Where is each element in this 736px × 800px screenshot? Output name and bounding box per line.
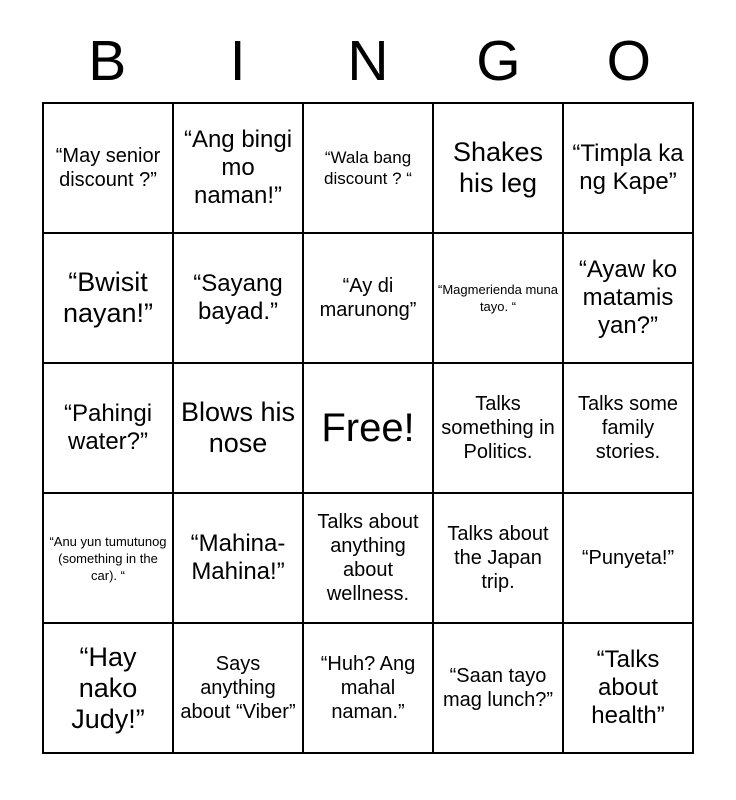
bingo-cell[interactable]: Shakes his leg bbox=[433, 103, 563, 233]
bingo-cell[interactable]: “Anu yun tumutunog (something in the car). “ bbox=[43, 493, 173, 623]
bingo-grid bbox=[42, 102, 694, 754]
bingo-row bbox=[43, 103, 693, 233]
bingo-cell[interactable]: “Huh? Ang mahal naman.” bbox=[303, 623, 433, 753]
bingo-row bbox=[43, 363, 693, 493]
bingo-row bbox=[43, 623, 693, 753]
bingo-row bbox=[43, 493, 693, 623]
bingo-cell[interactable]: “Ay di marunong” bbox=[303, 233, 433, 363]
bingo-cell[interactable]: Talks some family stories. bbox=[563, 363, 693, 493]
bingo-cell[interactable]: “Talks about health” bbox=[563, 623, 693, 753]
bingo-cell[interactable]: “Saan tayo mag lunch?” bbox=[433, 623, 563, 753]
bingo-cell[interactable]: “Wala bang discount ? “ bbox=[303, 103, 433, 233]
bingo-cell[interactable]: Talks about anything about wellness. bbox=[303, 493, 433, 623]
bingo-cell[interactable]: “Ayaw ko matamis yan?” bbox=[563, 233, 693, 363]
header-letter-g: G bbox=[476, 29, 521, 93]
bingo-header bbox=[42, 0, 694, 94]
header-letter-i: I bbox=[229, 29, 246, 93]
bingo-cell[interactable]: “Hay nako Judy!” bbox=[43, 623, 173, 753]
header-letter-o: O bbox=[606, 29, 651, 93]
header-letter-b: B bbox=[88, 29, 127, 93]
bingo-cell-free[interactable]: Free! bbox=[303, 363, 433, 493]
bingo-cell[interactable]: “Ang bingi mo naman!” bbox=[173, 103, 303, 233]
bingo-cell[interactable]: “Punyeta!” bbox=[563, 493, 693, 623]
bingo-cell[interactable]: Says anything about “Viber” bbox=[173, 623, 303, 753]
header-letter-n: N bbox=[347, 29, 389, 93]
bingo-cell[interactable]: “Bwisit nayan!” bbox=[43, 233, 173, 363]
bingo-cell[interactable]: “Magmerienda muna tayo. “ bbox=[433, 233, 563, 363]
bingo-cell[interactable]: “Mahina-Mahina!” bbox=[173, 493, 303, 623]
bingo-row bbox=[43, 233, 693, 363]
bingo-cell[interactable]: “Timpla ka ng Kape” bbox=[563, 103, 693, 233]
bingo-cell[interactable]: Blows his nose bbox=[173, 363, 303, 493]
bingo-cell[interactable]: Talks something in Politics. bbox=[433, 363, 563, 493]
bingo-cell[interactable]: “Pahingi water?” bbox=[43, 363, 173, 493]
bingo-cell[interactable]: Talks about the Japan trip. bbox=[433, 493, 563, 623]
bingo-cell[interactable]: “Sayang bayad.” bbox=[173, 233, 303, 363]
bingo-cell[interactable]: “May senior discount ?” bbox=[43, 103, 173, 233]
